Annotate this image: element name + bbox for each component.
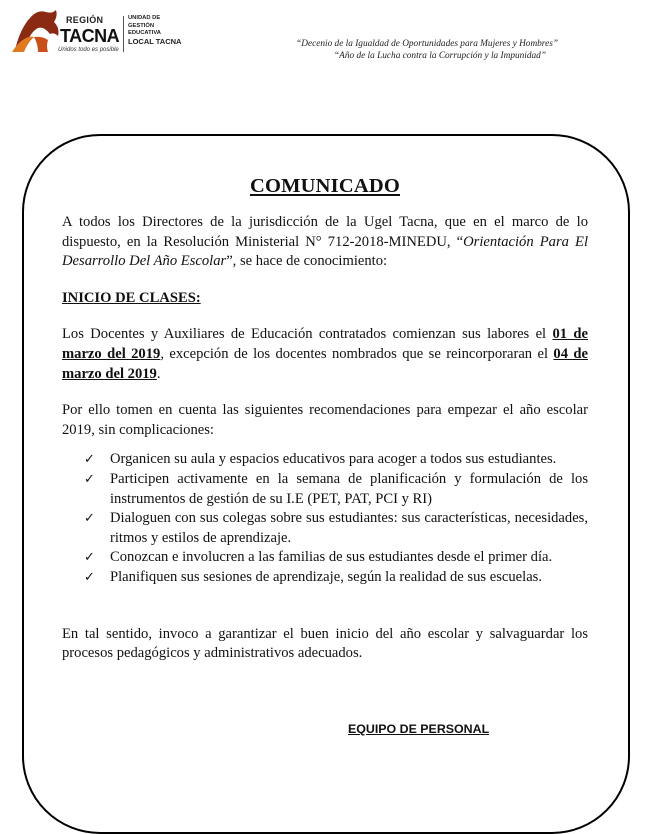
intro-italic-title: Orientación Para El Desarrollo Del Año Escolar — [62, 233, 588, 270]
list-item — [62, 548, 588, 568]
logo-name: TACNA — [60, 26, 120, 46]
return-date: 04 de marzo del 2019 — [62, 345, 588, 382]
start-date: 01 de marzo del 2019 — [62, 326, 588, 362]
intro-text: A todos los Directores de la jurisdicción de la Ugel Tacna, que en el marco de lo dispuesto, en la Resolución Ministerial N° 712-2018-MINEDU, “ — [62, 214, 588, 250]
ugel-line: GESTIÓN — [128, 22, 155, 29]
list-item-text: Participen activamente en la semana de planificación y formulación de los instrumentos de gestión de su I.E (PET, PAT, PCI y RI) — [110, 470, 588, 507]
check-icon: ✓ — [84, 452, 95, 468]
list-item-text: Planifiquen sus sesiones de aprendizaje, según la realidad de sus escuelas. — [110, 568, 543, 585]
check-icon: ✓ — [84, 550, 95, 566]
check-icon: ✓ — [84, 511, 95, 527]
list-item — [62, 568, 588, 588]
ugel-unit-label — [128, 15, 198, 45]
list-item — [62, 450, 588, 470]
check-icon: ✓ — [84, 569, 95, 585]
intro-suffix: ”, se hace de conocimiento: — [226, 253, 388, 270]
intro-paragraph — [62, 213, 588, 272]
list-item-text: Dialoguen con sus colegas sobre sus estudiantes: sus características, necesidades, ritmos y estilos de aprendizaje. — [110, 510, 588, 546]
document-body — [62, 213, 588, 664]
dates-text: . — [156, 365, 161, 382]
logo-region-label: REGIÓN — [66, 15, 104, 25]
dates-text: , excepción de los docentes nombrados que se reincorporaran el — [160, 345, 554, 362]
closing-paragraph: En tal sentido, invoco a garantizar el buen inicio del año escolar y salvaguardar los procesos pedagógicos y administrativos adecuados. — [62, 625, 588, 662]
logo-divider — [123, 16, 124, 52]
list-item — [62, 470, 588, 509]
decree-line-2: “Año de la Lucha contra la Corrupción y la Impunidad” — [333, 51, 546, 61]
decree-line-1: “Decenio de la Igualdad de Oportunidades para Mujeres y Hombres” — [296, 39, 558, 49]
recommendations-intro: Por ello tomen en cuenta las siguientes recomendaciones para empezar el año escolar 2019, sin complicaciones: — [62, 402, 588, 438]
ugel-line: UNIDAD DE — [128, 15, 161, 21]
signature: EQUIPO DE PERSONAL — [348, 722, 490, 736]
check-icon: ✓ — [84, 471, 95, 487]
list-item — [62, 509, 588, 548]
ugel-line: LOCAL TACNA — [128, 36, 182, 46]
recommendations-list — [62, 450, 588, 587]
ugel-line: EDUCATIVA — [128, 30, 161, 37]
decree-header — [296, 38, 558, 62]
logo-tagline: Unidos todo es posible — [58, 47, 119, 53]
document-title: COMUNICADO — [249, 175, 401, 197]
dates-paragraph — [62, 325, 588, 384]
section-heading: INICIO DE CLASES: — [62, 289, 201, 306]
ugel-tacna-logo — [8, 6, 208, 58]
dates-text: Los Docentes y Auxiliares de Educación contratados comienzan sus labores el — [62, 326, 553, 343]
list-item-text: Organicen su aula y espacios educativos para acoger a todos sus estudiantes. — [110, 451, 557, 468]
list-item-text: Conozcan e involucren a las familias de sus estudiantes desde el primer día. — [110, 549, 553, 566]
